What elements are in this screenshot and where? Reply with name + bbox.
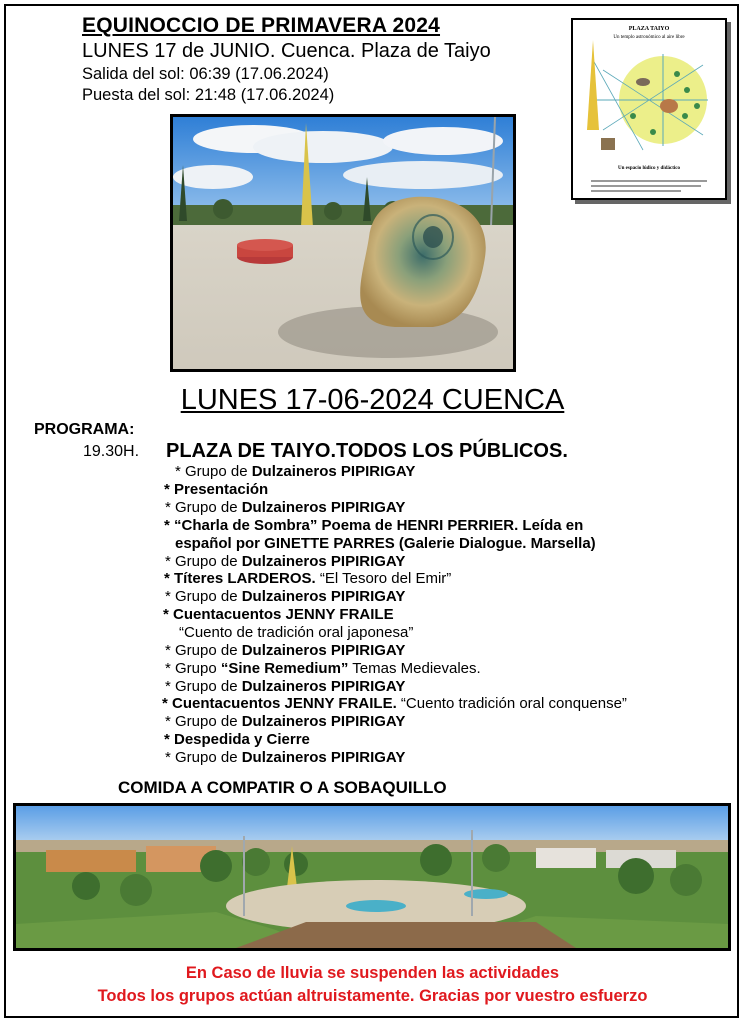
panorama-illustration (16, 806, 728, 948)
rain-notice: En Caso de lluvia se suspenden las actividades (185, 964, 560, 982)
program-item: * Grupo de Dulzaineros PIPIRIGAY (165, 749, 406, 766)
program-item: * Títeres LARDEROS. “El Tesoro del Emir” (164, 570, 452, 587)
program-item: * Grupo de Dulzaineros PIPIRIGAY (165, 642, 406, 659)
program-venue: PLAZA DE TAIYO.TODOS LOS PÚBLICOS. (166, 440, 568, 462)
program-label: PROGRAMA: (34, 421, 135, 438)
program-item: * Grupo de Dulzaineros PIPIRIGAY (175, 463, 416, 480)
program-item: * Grupo de Dulzaineros PIPIRIGAY (165, 499, 406, 516)
program-item: * Grupo de Dulzaineros PIPIRIGAY (165, 713, 406, 730)
program-item: * Presentación (164, 481, 269, 498)
plaza-photo-illustration (173, 117, 513, 369)
day-heading: LUNES 17-06-2024 CUENCA (180, 384, 565, 416)
sunrise-time: Salida del sol: 06:39 (17.06.2024) (82, 65, 329, 83)
program-item: * Grupo de Dulzaineros PIPIRIGAY (165, 588, 406, 605)
sunset-time: Puesta del sol: 21:48 (17.06.2024) (82, 86, 335, 104)
program-item: * Grupo de Dulzaineros PIPIRIGAY (165, 553, 406, 570)
event-header (82, 14, 491, 105)
thanks-notice: Todos los grupos actúan altruistamente. Gracias por vuestro esfuerzo (97, 987, 648, 1005)
event-title: EQUINOCCIO DE PRIMAVERA 2024 (82, 14, 441, 37)
program-item: español por GINETTE PARRES (Galerie Dialogue. Marsella) (175, 535, 596, 552)
sundial-diagram (573, 20, 725, 198)
program-item: * Grupo “Sine Remedium” Temas Medievales. (165, 660, 481, 677)
panorama-photo (13, 803, 731, 951)
poster-subtitle: Un templo astronómico al aire libre (613, 35, 685, 40)
program-item: “Cuento de tradición oral japonesa” (179, 624, 414, 641)
poster-title: PLAZA TAIYO (628, 26, 670, 32)
program-item: * “Charla de Sombra” Poema de HENRI PERRIER. Leída en (164, 517, 584, 534)
event-subtitle: LUNES 17 de JUNIO. Cuenca. Plaza de Taiyo (82, 40, 491, 62)
program-item: * Despedida y Cierre (164, 731, 310, 748)
food-note: COMIDA A COMPATIR O A SOBAQUILLO (118, 778, 447, 797)
program-time: 19.30H. (83, 443, 140, 460)
program-item: * Cuentacuentos JENNY FRAILE (163, 606, 394, 623)
poster-caption: Un espacio lúdico y didáctico (618, 166, 680, 171)
program-item: * Grupo de Dulzaineros PIPIRIGAY (165, 678, 406, 695)
program-item: * Cuentacuentos JENNY FRAILE. “Cuento tradición oral conquense” (162, 695, 627, 712)
plaza-photo (170, 114, 516, 372)
plaza-taiyo-poster (571, 18, 727, 200)
